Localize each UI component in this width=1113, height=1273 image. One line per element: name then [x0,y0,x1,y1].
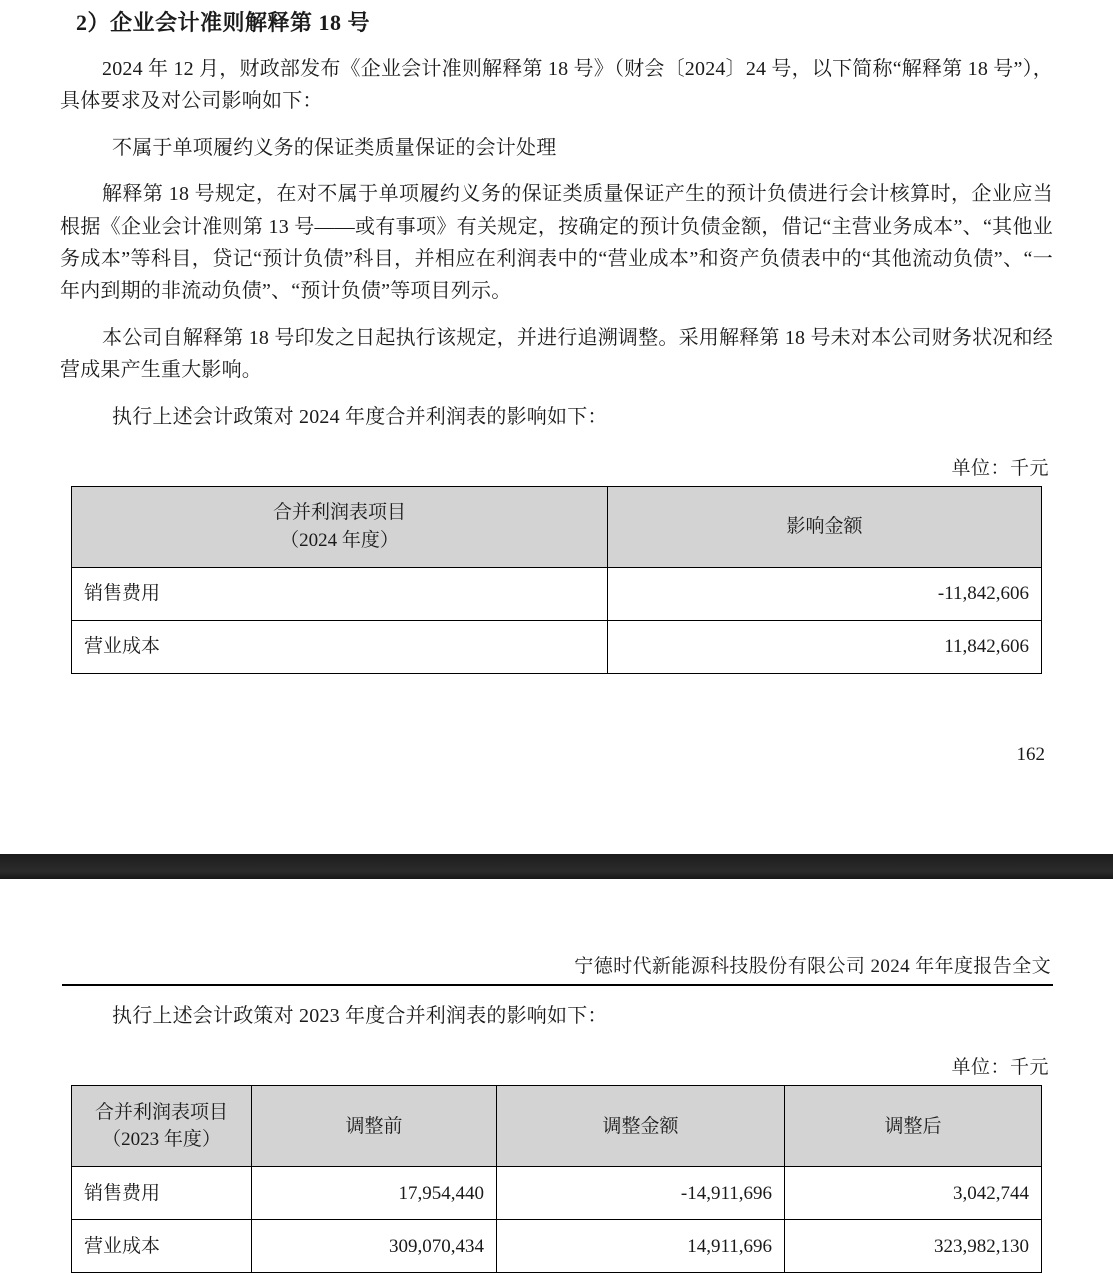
column-header-item [72,486,608,567]
section-heading: 2）企业会计准则解释第 18 号 [76,10,371,35]
paragraph-accounting-treatment: 解释第 18 号规定，在对不属于单项履约义务的保证类质量保证产生的预计负债进行会计核算时，企业应当根据《企业会计准则第 13 号——或有事项》有关规定，按确定的预计负债金额，借记“主营业务成本”、“其他业务成本”等科目，贷记“预计负债”科目，并相应在利润表中的“营业成本”和资产负债表中的“其他流动负债”、“一年内到期的非流动负债”、“预计负债”等项目列示。 [60,183,1053,303]
table-2024-impact [71,486,1042,674]
column-header-item-line2: （2023 年度） [102,1129,221,1151]
cell-amount: 11,842,606 [608,620,1042,673]
column-header-item-line1: 合并利润表项目 [94,1101,228,1123]
header-divider [62,984,1053,986]
cell-item: 营业成本 [72,620,608,673]
paragraph-subheading: 不属于单项履约义务的保证类质量保证的会计处理 [112,136,557,159]
table-row [72,567,1042,620]
column-header-before: 调整前 [252,1086,497,1167]
page-separator-band [0,854,1113,879]
cell-before: 17,954,440 [252,1167,497,1220]
table-row [72,1167,1042,1220]
cell-after: 323,982,130 [785,1220,1042,1273]
cell-adjustment: 14,911,696 [497,1220,785,1273]
cell-amount: -11,842,606 [608,567,1042,620]
table-header-row [72,1086,1042,1167]
cell-item: 销售费用 [72,1167,252,1220]
unit-label-2024: 单位：千元 [951,457,1049,479]
table-row [72,1220,1042,1273]
paragraph-table-lead-in-2023: 执行上述会计政策对 2023 年度合并利润表的影响如下： [112,1004,608,1027]
cell-item: 营业成本 [72,1220,252,1273]
cell-before: 309,070,434 [252,1220,497,1273]
paragraph-table-lead-in-2024: 执行上述会计政策对 2024 年度合并利润表的影响如下： [112,405,608,428]
page-two [0,879,1113,1273]
column-header-item [72,1086,252,1167]
table-2023-impact [71,1085,1042,1273]
column-header-after: 调整后 [785,1086,1042,1167]
cell-adjustment: -14,911,696 [497,1167,785,1220]
cell-after: 3,042,744 [785,1167,1042,1220]
column-header-item-line2: （2024 年度） [280,529,399,551]
paragraph-intro: 2024 年 12 月，财政部发布《企业会计准则解释第 18 号》（财会〔2024〕24 号，以下简称“解释第 18 号”），具体要求及对公司影响如下： [60,58,1053,113]
column-header-adjustment: 调整金额 [497,1086,785,1167]
unit-label-2023: 单位：千元 [951,1057,1049,1079]
page-one [0,6,1113,766]
table-row [72,620,1042,673]
column-header-item-line1: 合并利润表项目 [272,502,406,524]
page-header-company: 宁德时代新能源科技股份有限公司 2024 年年度报告全文 [574,955,1051,977]
page-number: 162 [1016,743,1045,765]
table-header-row [72,486,1042,567]
column-header-amount: 影响金额 [608,486,1042,567]
cell-item: 销售费用 [72,567,608,620]
paragraph-company-impact: 本公司自解释第 18 号印发之日起执行该规定，并进行追溯调整。采用解释第 18 号未对本公司财务状况和经营成果产生重大影响。 [60,326,1053,382]
